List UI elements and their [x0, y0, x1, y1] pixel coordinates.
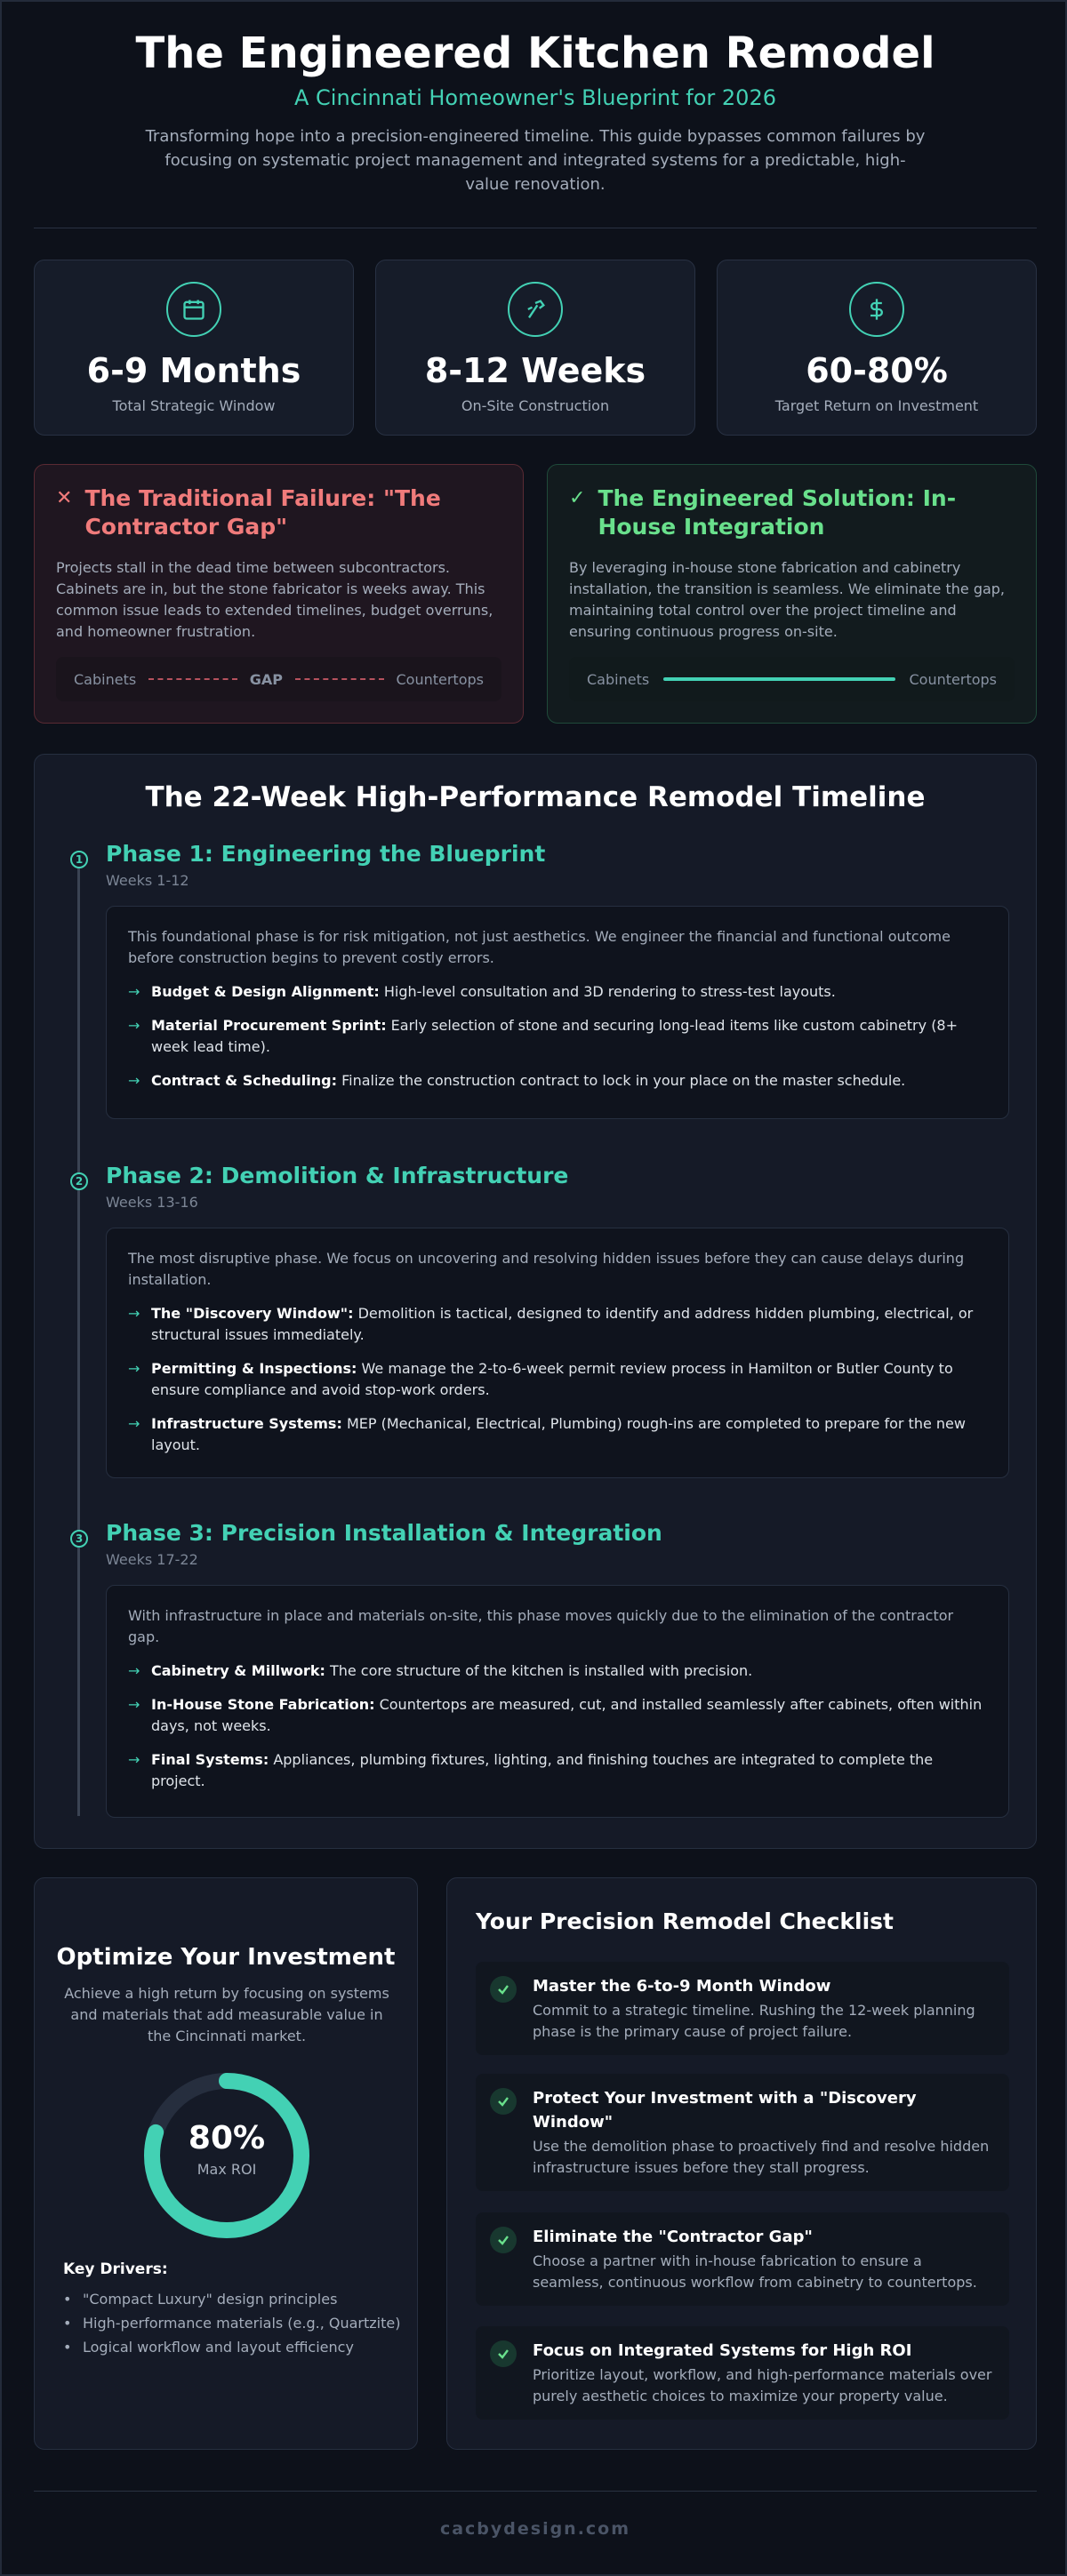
list-item — [128, 1303, 987, 1346]
item-label: Cabinetry & Millwork: — [151, 1662, 325, 1679]
arrow-icon: → — [128, 1072, 140, 1089]
stat-card-timeline — [34, 260, 354, 436]
solution-title: The Engineered Solution: In-House Integration — [598, 485, 957, 540]
failure-card — [34, 464, 524, 724]
checklist-item — [476, 2212, 1009, 2306]
phase-number: 1 — [70, 851, 88, 868]
list-item — [128, 1749, 987, 1792]
gap-label: GAP — [249, 670, 283, 688]
bullet-icon: • — [63, 2291, 72, 2308]
solid-line — [663, 677, 895, 681]
arrow-icon: → — [128, 1360, 140, 1377]
list-item — [128, 1694, 987, 1737]
stat-value: 8-12 Weeks — [424, 351, 646, 390]
check-icon — [490, 1976, 517, 2003]
list-item — [128, 981, 987, 1003]
phase-intro: The most disruptive phase. We focus on uncovering and resolving hidden issues before they can cause delays during installation. — [128, 1250, 965, 1288]
item-label: Material Procurement Sprint: — [151, 1017, 387, 1034]
footer-link[interactable]: cacbydesign.com — [439, 2519, 631, 2539]
item-text: High-level consultation and 3D rendering to stress-test layouts. — [379, 983, 836, 1000]
checklist-title: Your Precision Remodel Checklist — [476, 1908, 895, 1934]
gap-right-label: Countertops — [396, 670, 484, 688]
arrow-icon: → — [128, 1662, 140, 1679]
timeline-line — [77, 860, 80, 1816]
phase-title: Phase 2: Demolition & Infrastructure — [106, 1163, 569, 1188]
hammer-icon — [508, 282, 563, 337]
drivers-list — [63, 2287, 401, 2359]
checklist-item — [476, 2326, 1009, 2420]
arrow-icon: → — [128, 1751, 140, 1768]
gap-diagram — [56, 657, 501, 701]
item-text: Finalize the construction contract to lock in your place on the master schedule. — [337, 1072, 906, 1089]
solution-text: By leveraging in-house stone fabrication and cabinetry installation, the transition is seamless. We eliminate the gap, maintaining total control over the project timeline and ensuring continuous progress on-site. — [569, 559, 1006, 640]
arrow-icon: → — [128, 1696, 140, 1713]
stat-label: On-Site Construction — [461, 397, 610, 414]
list-item — [128, 1413, 987, 1456]
drivers-title: Key Drivers: — [63, 2260, 168, 2278]
phase-card — [106, 906, 1009, 1119]
gap-middle — [148, 671, 384, 688]
stat-label: Target Return on Investment — [774, 397, 979, 414]
phase-weeks: Weeks 13-16 — [106, 1194, 198, 1211]
timeline-section — [34, 754, 1037, 1849]
item-label: Final Systems: — [151, 1751, 269, 1768]
checklist-item-title: Protect Your Investment with a "Discovery Window" — [533, 2089, 917, 2132]
list-item — [63, 2287, 401, 2311]
dashed-line — [148, 678, 237, 680]
checklist-card — [446, 1877, 1037, 2450]
item-text: Appliances, plumbing fixtures, lighting, and finishing touches are integrated to complete the project. — [151, 1751, 934, 1789]
investment-title: Optimize Your Investment — [56, 1944, 396, 1971]
bullet-icon: • — [63, 2339, 72, 2356]
phase-intro: With infrastructure in place and materials on-site, this phase moves quickly due to the elimination of the contractor gap. — [128, 1607, 954, 1645]
item-text: We manage the 2-to-6-week permit review process in Hamilton or Butler County to ensure compliance and avoid stop-work orders. — [151, 1360, 953, 1398]
intro-text: Transforming hope into a precision-engineered timeline. This guide bypasses common failures by focusing on systematic project management and integrated systems for a predictable, high-value renovation. — [145, 127, 926, 194]
item-label: Permitting & Inspections: — [151, 1360, 357, 1377]
dashed-line — [295, 678, 384, 680]
item-label: The "Discovery Window": — [151, 1305, 354, 1322]
stat-value: 60-80% — [806, 351, 948, 390]
check-icon — [490, 2088, 517, 2115]
seamless-diagram — [569, 657, 1015, 701]
gap-left-label: Cabinets — [74, 670, 137, 688]
item-text: The core structure of the kitchen is installed with precision. — [325, 1662, 753, 1679]
bullet-icon: • — [63, 2315, 72, 2332]
item-text: Countertops are measured, cut, and installed seamlessly after cabinets, often within days, not weeks. — [151, 1696, 983, 1734]
stat-value: 6-9 Months — [86, 351, 301, 390]
failure-header — [56, 484, 501, 541]
footer-divider — [34, 2491, 1037, 2492]
phase-card — [106, 1585, 1009, 1818]
roi-value: 80% — [188, 2120, 266, 2156]
page-subtitle: A Cincinnati Homeowner's Blueprint for 2026 — [294, 85, 776, 110]
checklist-item-text: Use the demolition phase to proactively find and resolve hidden infrastructure issues before they stall progress. — [533, 2138, 990, 2176]
calendar-icon — [166, 282, 221, 337]
checklist-item — [476, 1962, 1009, 2055]
item-text: MEP (Mechanical, Electrical, Plumbing) rough-ins are completed to prepare for the new layout. — [151, 1415, 966, 1453]
solution-card — [547, 464, 1037, 724]
list-item — [63, 2311, 401, 2335]
failure-text: Projects stall in the dead time between subcontractors. Cabinets are in, but the stone fabricator is weeks away. This common issue leads to extended timelines, budget overruns, and homeowner frustration. — [56, 559, 493, 640]
item-text: Demolition is tactical, designed to identify and address hidden plumbing, electrical, or structural issues immediately. — [151, 1305, 974, 1343]
stat-cards — [34, 260, 1037, 436]
checklist-item-text: Prioritize layout, workflow, and high-performance materials over purely aesthetic choices to maximize your property value. — [533, 2366, 992, 2404]
list-item — [128, 1358, 987, 1401]
investment-text: Achieve a high return by focusing on systems and materials that add measurable value in the Cincinnati market. — [64, 1985, 389, 2044]
list-item — [128, 1660, 987, 1682]
stat-label: Total Strategic Window — [112, 397, 276, 414]
arrow-icon: → — [128, 1415, 140, 1432]
phase-number: 2 — [70, 1172, 88, 1190]
arrow-icon: → — [128, 1017, 140, 1034]
check-icon — [490, 2340, 517, 2367]
checklist-item-title: Eliminate the "Contractor Gap" — [533, 2228, 813, 2246]
list-item — [128, 1070, 987, 1092]
failure-title: The Traditional Failure: "The Contractor Gap" — [84, 485, 441, 540]
dollar-icon — [849, 282, 904, 337]
roi-label: Max ROI — [197, 2161, 257, 2178]
comparison-section — [34, 464, 1037, 724]
item-label: Contract & Scheduling: — [151, 1072, 337, 1089]
seamless-left-label: Cabinets — [587, 670, 650, 688]
list-item — [63, 2335, 401, 2359]
solution-header — [569, 484, 1015, 541]
check-icon — [490, 2227, 517, 2253]
phase-number: 3 — [70, 1530, 88, 1548]
arrow-icon: → — [128, 983, 140, 1000]
phase-intro: This foundational phase is for risk mitigation, not just aesthetics. We engineer the financial and functional outcome before construction begins to prevent costly errors. — [128, 928, 951, 966]
arrow-icon: → — [128, 1305, 140, 1322]
driver-text: High-performance materials (e.g., Quartzite) — [83, 2315, 401, 2332]
timeline-title: The 22-Week High-Performance Remodel Timeline — [145, 781, 926, 813]
phase-title: Phase 3: Precision Installation & Integration — [106, 1520, 662, 1546]
item-label: Infrastructure Systems: — [151, 1415, 342, 1432]
phase-weeks: Weeks 1-12 — [106, 872, 189, 889]
item-label: Budget & Design Alignment: — [151, 983, 380, 1000]
page-title: The Engineered Kitchen Remodel — [135, 28, 935, 78]
phase-weeks: Weeks 17-22 — [106, 1551, 198, 1568]
driver-text: "Compact Luxury" design principles — [83, 2291, 338, 2308]
checklist-item-title: Master the 6-to-9 Month Window — [533, 1977, 831, 1996]
checklist-item — [476, 2074, 1009, 2191]
item-text: Early selection of stone and securing long-lead items like custom cabinetry (8+ week lead time). — [151, 1017, 959, 1055]
list-item — [128, 1015, 987, 1058]
check-icon: ✓ — [569, 487, 586, 509]
seamless-right-label: Countertops — [909, 670, 997, 688]
checklist-item-title: Focus on Integrated Systems for High ROI — [533, 2341, 912, 2360]
investment-card — [34, 1877, 418, 2450]
item-label: In-House Stone Fabrication: — [151, 1696, 375, 1713]
checklist-item-text: Commit to a strategic timeline. Rushing the 12-week planning phase is the primary cause of project failure. — [533, 2002, 975, 2040]
header — [2, 27, 1067, 196]
stat-card-roi — [717, 260, 1037, 436]
phase-card — [106, 1228, 1009, 1478]
stat-card-construction — [375, 260, 695, 436]
close-icon: ✕ — [56, 487, 73, 509]
phase-title: Phase 1: Engineering the Blueprint — [106, 841, 546, 867]
driver-text: Logical workflow and layout efficiency — [83, 2339, 354, 2356]
checklist-item-text: Choose a partner with in-house fabrication to ensure a seamless, continuous workflow from cabinetry to countertops. — [533, 2252, 977, 2291]
